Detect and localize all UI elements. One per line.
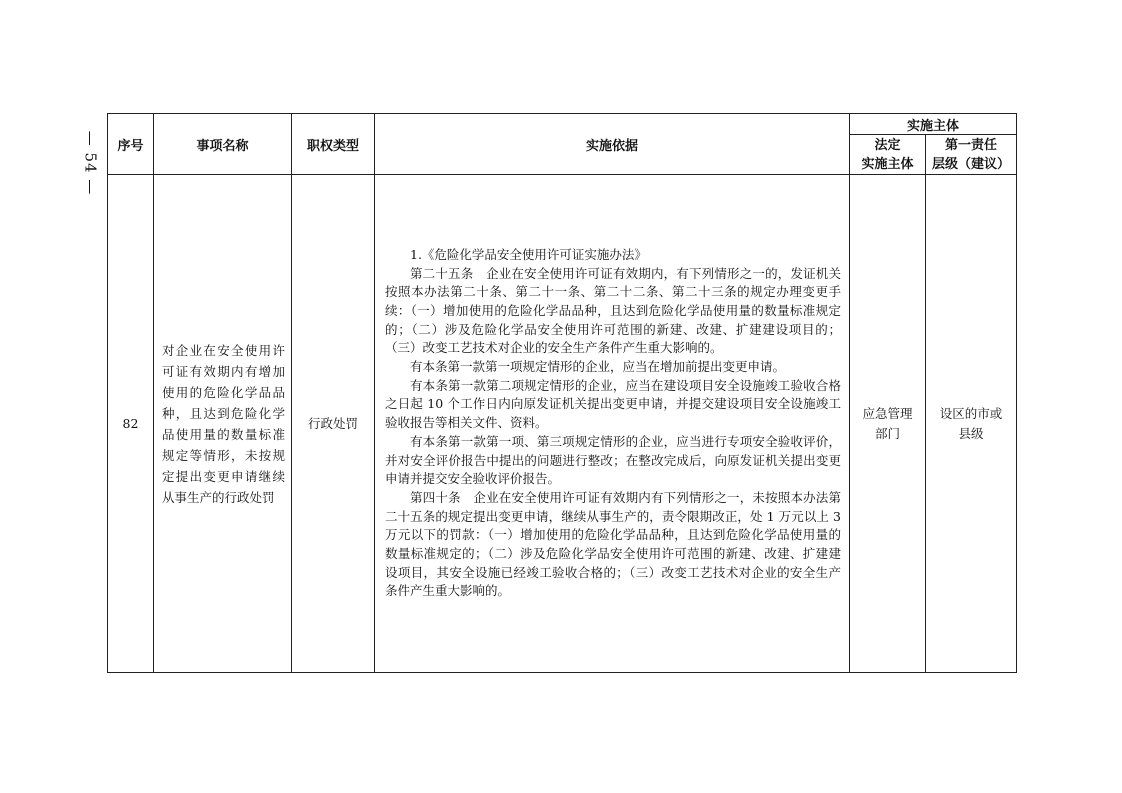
header-first-responsibility-line2: 层级（建议） — [932, 156, 1011, 172]
header-first-responsibility — [926, 135, 1017, 175]
header-item-name: 事项名称 — [154, 114, 292, 175]
row-item-name: 对企业在安全使用许可证有效期内有增加使用的危险化学品品种，且达到危险化学品使用量的数量标准规定等情形，未按规定提出变更申请继续从事生产的行政处罚 — [154, 175, 292, 673]
row-first-responsibility: 设区的市或县级 — [926, 175, 1017, 673]
power-list-table — [107, 113, 1017, 673]
header-legal-subject — [850, 135, 926, 175]
header-power-type: 职权类型 — [292, 114, 375, 175]
header-legal-subject-line2: 实施主体 — [861, 156, 914, 172]
basis-paragraph: 1.《危险化学品安全使用许可证实施办法》 — [410, 246, 647, 262]
header-seq: 序号 — [108, 114, 154, 175]
basis-paragraph: 第四十条 企业在安全使用许可证有效期内有下列情形之一，未按照本办法第二十五条的规定提出变更申请，继续从事生产的，责令限期改正，处 1 万元以上 3 万元以下的罚款：（一）增加使用的危险化学品品种，且达到危险化学品使用量的数量标准规定的；（二）涉及危险化学品安全使用许可范围的新建、改建、扩建建设项目，其安全设施已经竣工验收合格的；（三）改变工艺技术对企业的安全生产条件产生重大影响的。 — [385, 489, 841, 599]
header-subject-group: 实施主体 — [850, 114, 1017, 135]
page-number — [76, 118, 104, 208]
basis-paragraph: 第二十五条 企业在安全使用许可证有效期内，有下列情形之一的，发证机关按照本办法第二十条、第二十一条、第二十二条、第二十三条的规定办理变更手续：（一）增加使用的危险化学品品种，且达到危险化学品使用量的数量标准规定的；（二）涉及危险化学品安全使用许可范围的新建、改建、扩建建设项目的；（三）改变工艺技术对企业的安全生产条件产生重大影响的。 — [385, 265, 841, 356]
page-number-text: — 54 — — [81, 130, 99, 196]
header-basis: 实施依据 — [375, 114, 850, 175]
header-legal-subject-line1: 法定 — [874, 137, 901, 153]
table-row — [108, 175, 1017, 673]
basis-paragraph: 有本条第一款第一项规定情形的企业，应当在增加前提出变更申请。 — [410, 359, 786, 375]
row-seq: 82 — [108, 175, 154, 673]
row-legal-subject: 应急管理部门 — [850, 175, 926, 673]
basis-paragraph: 有本条第一款第一项、第三项规定情形的企业，应当进行专项安全验收评价，并对安全评价报告中提出的问题进行整改；在整改完成后，向原发证机关提出变更申请并提交安全验收评价报告。 — [385, 433, 841, 487]
header-first-responsibility-line1: 第一责任 — [945, 137, 998, 153]
row-power-type: 行政处罚 — [292, 175, 375, 673]
basis-paragraph: 有本条第一款第二项规定情形的企业，应当在建设项目安全设施竣工验收合格之日起 10 个工作日内向原发证机关提出变更申请，并提交建设项目安全设施竣工验收报告等相关文件、资料。 — [385, 377, 841, 431]
row-basis — [375, 175, 850, 673]
